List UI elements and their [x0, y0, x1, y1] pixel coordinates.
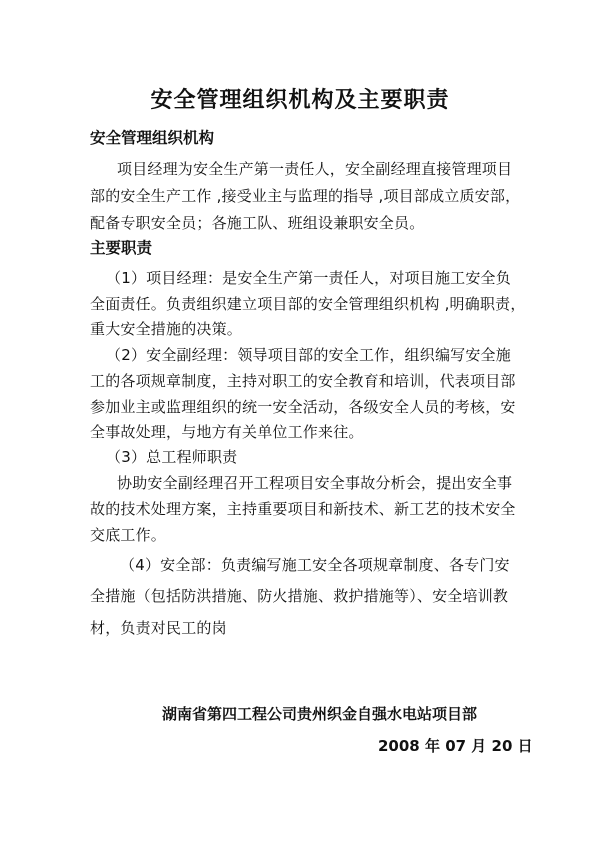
paragraph-line: （1）项目经理：是安全生产第一责任人，对项目施工安全负 [106, 269, 511, 287]
item-heading-chief-engineer: （3）总工程师职责 [106, 448, 238, 466]
paragraph-line: 协助安全副经理召开工程项目安全事故分析会，提出安全事 [117, 474, 513, 492]
document-title: 安全管理组织机构及主要职责 [150, 88, 450, 113]
paragraph-line: 全措施（包括防洪措施、防火措施、救护措施等）、安全培训教 [90, 587, 509, 605]
paragraph-line: 配备专职安全员；各施工队、班组设兼职安全员。 [90, 214, 425, 232]
paragraph-line: 全事故处理，与地方有关单位工作来往。 [90, 423, 364, 441]
section-heading-organization: 安全管理组织机构 [90, 129, 215, 147]
paragraph-line: 全面责任。负责组织建立项目部的安全管理组织机构 ,明确职责， [90, 295, 526, 313]
paragraph-line: （2）安全副经理：领导项目部的安全工作，组织编写安全施 [106, 346, 511, 364]
paragraph-line: （4）安全部：负责编写施工安全各项规章制度、各专门安 [120, 556, 510, 574]
paragraph-line: 参加业主或监理组织的统一安全活动，各级安全人员的考核，安 [90, 398, 516, 416]
footer-organization: 湖南省第四工程公司贵州织金自强水电站项目部 [162, 705, 478, 723]
paragraph-line: 故的技术处理方案，主持重要项目和新技术、新工艺的技术安全 [90, 500, 516, 518]
paragraph-line: 重大安全措施的决策。 [90, 320, 243, 338]
paragraph-line: 交底工作。 [90, 526, 167, 544]
paragraph-line: 材，负责对民工的岗 [90, 619, 227, 637]
section-heading-duties: 主要职责 [90, 239, 153, 257]
paragraph-line: 部的安全生产工作 ,接受业主与监理的指导 ,项目部成立质安部， [90, 187, 521, 205]
footer-date: 2008 年 07 月 20 日 [378, 737, 533, 755]
paragraph-line: 工的各项规章制度，主持对职工的安全教育和培训，代表项目部 [90, 372, 516, 390]
paragraph-line: 项目经理为安全生产第一责任人，安全副经理直接管理项目 [117, 160, 513, 178]
